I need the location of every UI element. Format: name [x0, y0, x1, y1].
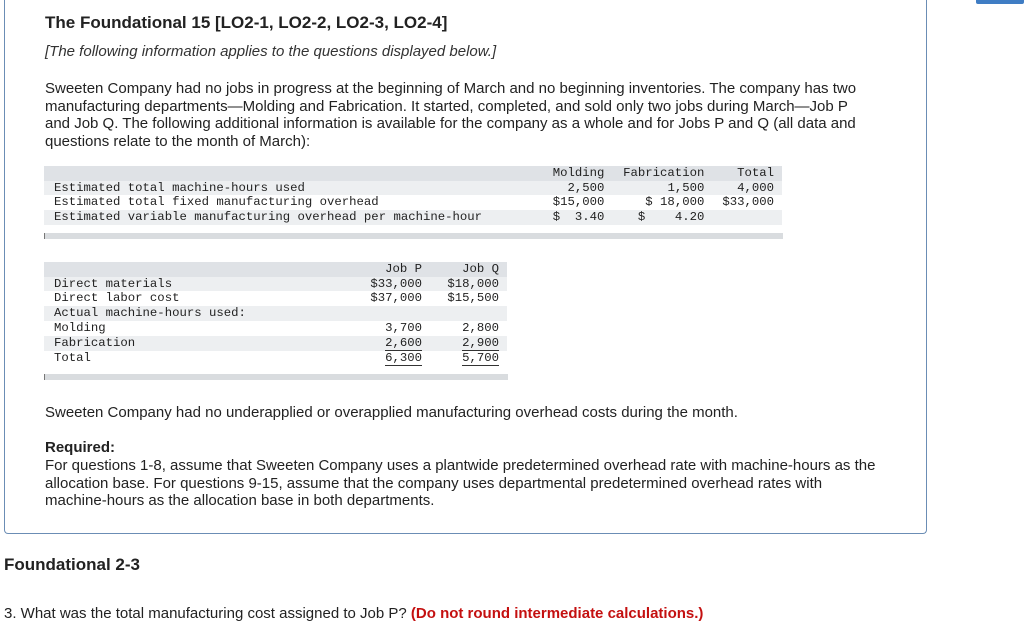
header-blank	[44, 166, 536, 181]
table-header-row	[44, 166, 782, 181]
table-row	[44, 210, 782, 225]
page-title: The Foundational 15 [LO2-1, LO2-2, LO2-3, LO2-4]	[45, 13, 448, 32]
question-text	[4, 605, 703, 622]
row-label: Actual machine-hours used:	[44, 306, 354, 321]
question-hint: (Do not round intermediate calculations.)	[410, 605, 704, 622]
row-label: Molding	[54, 320, 106, 335]
header-total: Total	[712, 166, 782, 181]
row-label: Direct labor cost	[54, 291, 180, 306]
cell-total: $33,000	[722, 195, 774, 210]
cell-fabrication: $ 4.20	[612, 210, 712, 225]
table-row	[44, 306, 507, 321]
cell-job-q	[430, 336, 507, 351]
table-row	[44, 351, 507, 366]
cell-job-p	[354, 306, 430, 321]
cell-molding: 2,500	[536, 181, 613, 196]
row-label: Estimated variable manufacturing overhead per machine-hour	[44, 210, 536, 225]
required-text: For questions 1-8, assume that Sweeten Company uses a plantwide predetermined overhead rate with machine-hours as the allocation base. For questions 9-15, assume that the company uses departmental predetermined overhead rates with machine-hours as the allocation base in both departments.	[45, 457, 876, 509]
cell-job-p: 3,700	[385, 320, 422, 335]
table-row	[44, 181, 782, 196]
table-footer-bar	[44, 233, 783, 239]
row-label: Estimated total machine-hours used	[44, 181, 536, 196]
header-job-p: Job P	[354, 262, 430, 277]
table-row	[44, 321, 507, 336]
overhead-estimates-table	[44, 166, 782, 225]
table-header-row	[44, 262, 507, 277]
cell-job-q: $18,000	[430, 277, 507, 292]
table-row	[44, 195, 782, 210]
top-accent-tab[interactable]	[976, 0, 1024, 4]
cell-job-p	[354, 351, 430, 366]
cell-total	[712, 210, 782, 225]
cell-job-q: 2,800	[462, 320, 499, 335]
header-blank	[44, 262, 354, 277]
row-label: Estimated total fixed manufacturing overhead	[54, 195, 379, 210]
cell-value: 6,300	[385, 350, 422, 365]
job-costs-table	[44, 262, 507, 366]
table-row	[44, 336, 507, 351]
section-title: Foundational 2-3	[4, 555, 140, 574]
cell-value: 2,600	[385, 335, 422, 350]
intro-paragraph: Sweeten Company had no jobs in progress at the beginning of March and no beginning inventories. The company has two manufacturing departments—Molding and Fabrication. It started, completed, and sold only two jobs during March—Job P and Job Q. The following additional information is available for the company as a whole and for Jobs P and Q (all data and questions relate to the month of March):	[45, 80, 857, 150]
cell-molding: $15,000	[552, 195, 605, 210]
cell-total: 4,000	[712, 181, 782, 196]
table-row	[44, 291, 507, 306]
info-subtitle: [The following information applies to the questions displayed below.]	[45, 43, 497, 60]
cell-job-p: $33,000	[354, 277, 430, 292]
cell-value: 5,700	[462, 350, 499, 365]
cell-job-q	[430, 351, 507, 366]
header-fabrication: Fabrication	[612, 166, 712, 181]
cell-fabrication: 1,500	[612, 181, 712, 196]
cell-job-q: $15,500	[447, 291, 499, 306]
header-job-q: Job Q	[430, 262, 507, 277]
cell-value: 2,900	[462, 335, 499, 350]
row-label: Fabrication	[44, 336, 354, 351]
cell-job-p: $37,000	[370, 291, 422, 306]
cell-molding: $ 3.40	[536, 210, 613, 225]
cell-job-q	[430, 306, 507, 321]
cell-job-p	[354, 336, 430, 351]
row-label: Direct materials	[44, 277, 354, 292]
table-row	[44, 277, 507, 292]
overhead-statement: Sweeten Company had no underapplied or overapplied manufacturing overhead costs during the month.	[45, 404, 738, 421]
question-body: 3. What was the total manufacturing cost assigned to Job P?	[4, 605, 407, 622]
header-molding: Molding	[536, 166, 613, 181]
table-footer-bar	[44, 374, 508, 380]
cell-fabrication: $ 18,000	[645, 195, 705, 210]
row-label: Total	[54, 350, 91, 365]
required-label: Required:	[45, 439, 116, 456]
